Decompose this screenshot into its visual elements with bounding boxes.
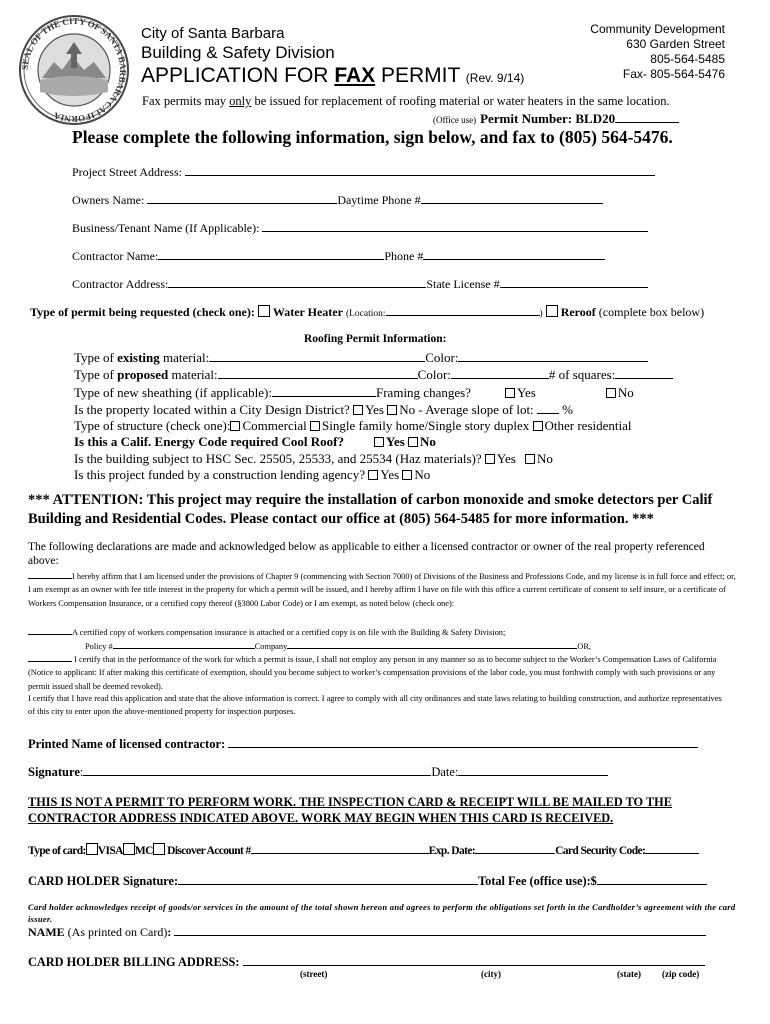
mc-checkbox[interactable] bbox=[123, 843, 135, 855]
roofing-section bbox=[74, 349, 673, 483]
printed-name-row: Printed Name of licensed contractor: bbox=[28, 735, 698, 752]
security-code-field[interactable] bbox=[645, 841, 699, 854]
street-address: 630 Garden Street bbox=[626, 37, 725, 51]
water-heater-checkbox[interactable] bbox=[258, 305, 270, 317]
office-use-row bbox=[433, 110, 679, 128]
company-field[interactable] bbox=[287, 639, 577, 649]
commercial-checkbox[interactable] bbox=[230, 421, 240, 431]
lot-slope-field[interactable] bbox=[537, 401, 559, 414]
declarations-intro: The following declarations are made and acknowledged below as applicable to either a licensed contractor or owner of the real property referenced above: bbox=[28, 541, 705, 567]
card-type-row: Type of card: VISA MC Discover Account # Exp. Date: Card Security Code: bbox=[28, 841, 699, 857]
billing-street-label: (street) bbox=[300, 969, 328, 979]
license-declaration: I hereby affirm that I am licensed under the provisions of Chapter 9 (commencing with Section 7000) of Divisions of the Business and Professions Code, and my license is in full force and effect; or, I am exempt as an owner with fee title interest in the property for which a permit will be issued, and I hereby affirm I have on file with this office a current certificate of consent to self insure, or a certificate of Workers Compensation Insurance, or a certified copy thereof (§3800 Labor Code) or I am exempt, as noted below (check one): bbox=[28, 569, 736, 610]
account-number-field[interactable] bbox=[251, 841, 429, 854]
office-use-label: (Office use) bbox=[433, 115, 477, 125]
existing-material-field[interactable] bbox=[209, 349, 425, 362]
hsc-row: Is the building subject to HSC Sec. 25505, 25533, and 25534 (Haz materials)? Yes No bbox=[74, 450, 553, 466]
billing-address-field[interactable] bbox=[243, 953, 705, 966]
policy-number-field[interactable] bbox=[113, 639, 255, 649]
project-address-row: Project Street Address: bbox=[72, 163, 655, 180]
lending-row: Is this project funded by a construction lending agency? Yes No bbox=[74, 467, 431, 483]
read-certification: I certify that I have read this application and state that the above information is correct. I agree to comply with all city ordinances and state laws relating to building construction, and authorize representatives of this city to enter upon the above-mentioned property for inspection purposes. bbox=[28, 694, 722, 717]
city-seal bbox=[14, 14, 134, 126]
single-family-checkbox[interactable] bbox=[310, 421, 320, 431]
exp-date-field[interactable] bbox=[475, 841, 555, 854]
license-initial-field[interactable] bbox=[28, 569, 72, 579]
permit-number-field[interactable] bbox=[615, 110, 679, 123]
contractor-address-row: Contractor Address: State License # bbox=[72, 275, 648, 292]
daytime-phone-field[interactable] bbox=[421, 191, 603, 204]
card-holder-signature-row: CARD HOLDER Signature: Total Fee (office use):$ bbox=[28, 872, 707, 889]
fax-notice: Fax permits may only be issued for replacement of roofing material or water heaters in the same location. bbox=[142, 94, 670, 108]
office-contact bbox=[590, 22, 725, 82]
district-no-checkbox[interactable] bbox=[387, 405, 397, 415]
structure-row: Type of structure (check one): Commercial Single family home/Single story duplex Other residential bbox=[74, 418, 632, 434]
permit-type-row: Type of permit being requested (check one): Water Heater (Location: ) Reroof (complete box below) bbox=[30, 305, 705, 319]
business-row: Business/Tenant Name (If Applicable): bbox=[72, 219, 648, 236]
sheathing-row: Type of new sheathing (if applicable): Framing changes? Yes No bbox=[74, 384, 634, 400]
contractor-phone-field[interactable] bbox=[423, 247, 605, 260]
discover-checkbox[interactable] bbox=[153, 843, 165, 855]
form-title: APPLICATION FOR FAX PERMIT (Rev. 9/14) bbox=[141, 64, 525, 87]
billing-address-row: CARD HOLDER BILLING ADDRESS: bbox=[28, 953, 705, 970]
state-license-field[interactable] bbox=[500, 275, 648, 288]
sheathing-field[interactable] bbox=[272, 384, 376, 397]
business-name-field[interactable] bbox=[262, 219, 648, 232]
squares-field[interactable] bbox=[615, 366, 673, 379]
district-yes-checkbox[interactable] bbox=[353, 405, 363, 415]
water-heater-location-field[interactable] bbox=[386, 303, 540, 316]
card-name-row: NAME (As printed on Card): bbox=[28, 923, 706, 940]
billing-city-label: (city) bbox=[481, 969, 501, 979]
card-holder-signature-field[interactable] bbox=[178, 872, 478, 885]
division-name: Building & Safety Division bbox=[141, 43, 335, 62]
attention-notice: *** ATTENTION: This project may require the installation of carbon monoxide and smoke detectors per Calif Building and Residential Codes. Please contact our office at (805) 564-5485 for more information. *** bbox=[28, 492, 713, 527]
hsc-no-checkbox[interactable] bbox=[525, 454, 535, 464]
printed-name-field[interactable] bbox=[228, 735, 698, 748]
instruction-heading: Please complete the following information, sign below, and fax to (805) 564-5476. bbox=[72, 127, 673, 147]
existing-material-row: Type of existing material: Color: bbox=[74, 349, 673, 366]
proposed-color-field[interactable] bbox=[451, 366, 549, 379]
billing-state-label: (state) bbox=[617, 969, 641, 979]
lending-no-checkbox[interactable] bbox=[402, 470, 412, 480]
proposed-material-field[interactable] bbox=[218, 366, 418, 379]
revision: (Rev. 9/14) bbox=[465, 71, 525, 85]
other-residential-checkbox[interactable] bbox=[533, 421, 543, 431]
certified-copy-row: A certified copy of workers compensation insurance is attached or a certified copy is on file with the Building & Safety Division; bbox=[28, 625, 505, 637]
framing-no-checkbox[interactable] bbox=[606, 388, 616, 398]
department: Community Development bbox=[590, 22, 725, 36]
cool-roof-no-checkbox[interactable] bbox=[408, 437, 418, 447]
seal-ring-text: SEAL OF THE CITY OF SANTA BARBARA CALIFORNIA bbox=[19, 15, 129, 125]
date-field[interactable] bbox=[458, 763, 608, 776]
exemption-declaration: I certify that in the performance of the work for which a permit is issue, I shall not employ any person in any manner so as to become subject to the Worker’s Compensation Laws of California (Notice to applicant: If after making this certificate of exemption, should you become subject to worker’s compensation provisions of the labor code, you must forthwith comply with such provisions or any permit issued shall be deemed revoked). bbox=[28, 652, 736, 693]
design-district-row: Is the property located within a City Design District? Yes No - Average slope of lot: % bbox=[74, 401, 574, 417]
framing-yes-checkbox[interactable] bbox=[505, 388, 515, 398]
reroof-checkbox[interactable] bbox=[546, 305, 558, 317]
owners-row: Owners Name: Daytime Phone # bbox=[72, 191, 603, 208]
visa-checkbox[interactable] bbox=[86, 843, 98, 855]
signature-row: Signature: Date: bbox=[28, 763, 608, 780]
owners-name-field[interactable] bbox=[147, 191, 337, 204]
title-fax: FAX bbox=[334, 64, 376, 87]
certified-copy-initial-field[interactable] bbox=[28, 625, 72, 635]
cool-roof-row: Is this a Calif. Energy Code required Cool Roof? Yes No bbox=[74, 434, 436, 450]
hsc-yes-checkbox[interactable] bbox=[485, 454, 495, 464]
card-name-field[interactable] bbox=[174, 923, 706, 936]
policy-row: Policy # Company OR, bbox=[85, 639, 591, 651]
lending-yes-checkbox[interactable] bbox=[368, 470, 378, 480]
roofing-heading: Roofing Permit Information: bbox=[304, 333, 447, 345]
contractor-name-field[interactable] bbox=[158, 247, 384, 260]
not-a-permit-warning: THIS IS NOT A PERMIT TO PERFORM WORK. THE INSPECTION CARD & RECEIPT WILL BE MAILED TO THE CONTRACTOR ADDRESS INDICATED ABOVE. WORK MAY BEGIN WHEN THIS CARD IS RECEIVED. bbox=[28, 795, 672, 825]
card-holder-acknowledgement: Card holder acknowledges receipt of goods/or services in the amount of the total shown hereon and agrees to perform the obligations set forth in the Cardholder’s agreement with the card issuer. bbox=[28, 902, 736, 924]
billing-zip-label: (zip code) bbox=[662, 969, 700, 979]
permit-number-label: Permit Number: BLD20 bbox=[480, 111, 616, 126]
office-phone: 805-564-5485 bbox=[650, 52, 725, 66]
exemption-initial-field[interactable] bbox=[28, 652, 72, 662]
total-fee-field[interactable] bbox=[597, 872, 707, 885]
proposed-material-row: Type of proposed material: Color: # of squares: bbox=[74, 366, 673, 383]
contractor-row: Contractor Name: Phone # bbox=[72, 247, 605, 264]
office-fax: Fax- 805-564-5476 bbox=[622, 67, 725, 81]
project-address-field[interactable] bbox=[185, 163, 655, 176]
city-name: City of Santa Barbara bbox=[141, 25, 285, 42]
existing-color-field[interactable] bbox=[458, 349, 648, 362]
cool-roof-yes-checkbox[interactable] bbox=[374, 437, 384, 447]
signature-field[interactable] bbox=[83, 763, 431, 776]
contractor-address-field[interactable] bbox=[168, 275, 426, 288]
